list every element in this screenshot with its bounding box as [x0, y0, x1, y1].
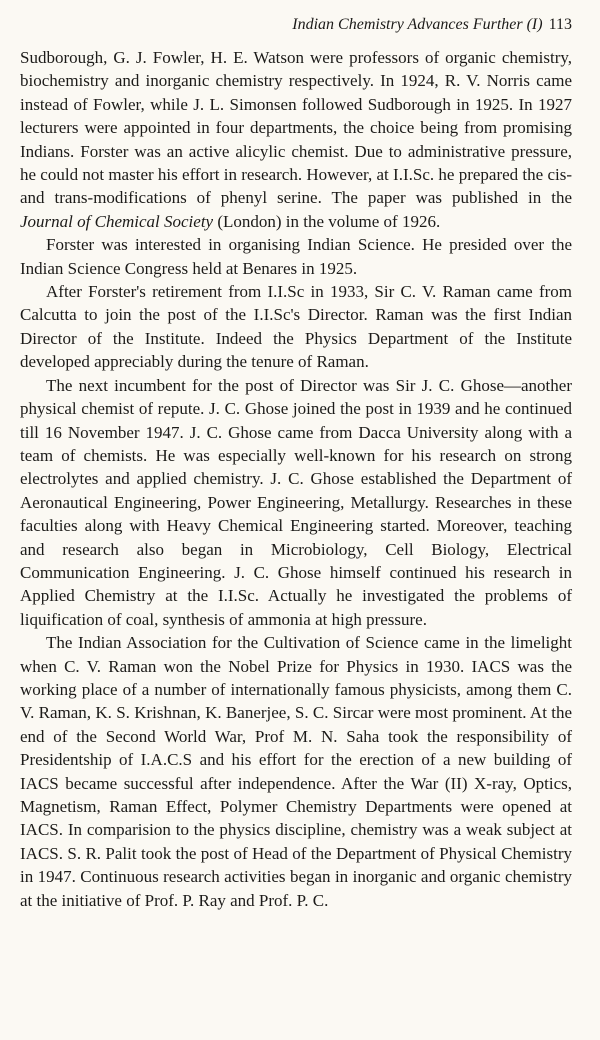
- paragraph-3: After Forster's retirement from I.I.Sc in 1933, Sir C. V. Raman came from Calcutta to join the post of the I.I.Sc's Director. Raman was the first Indian Director of the Institute. Indeed the Physics Department of the Institute developed appreciably during the tenure of Raman.: [20, 282, 572, 372]
- paragraph-2: Forster was interested in organising Indian Science. He presided over the Indian Science Congress held at Benares in 1925.: [20, 235, 572, 278]
- running-title: Indian Chemistry Advances Further (I): [292, 16, 543, 33]
- paragraph-1-text-a: Sudborough, G. J. Fowler, H. E. Watson were professors of organic chemistry, biochemistry and inorganic chemistry respectively. In 1924, R. V. Norris came instead of Fowler, while J. L. Simonsen followed Sudborough in 1925. In 1927 lecturers were appointed in four departments, the choice being from promising Indians. Forster was an active alicylic chemist. Due to administrative pressure, he could not master his effort in research. However, at I.I.Sc. he prepared the cis-and trans-modifications of phenyl serine. The paper was published in the: [20, 48, 572, 208]
- paragraph-1: [20, 46, 572, 233]
- paragraph-5: The Indian Association for the Cultivation of Science came in the limelight when C. V. Raman won the Nobel Prize for Physics in 1930. IACS was the working place of a number of internationally famous physicists, among them C. V. Raman, K. S. Krishnan, K. Banerjee, S. C. Sircar were most prominent. At the end of the Second World War, Prof M. N. Saha took the responsibility of Presidentship of I.A.C.S and his effort for the erection of a new building of IACS became successful after independence. After the War (II) X-ray, Optics, Magnetism, Raman Effect, Polymer Chemistry Departments were opened at IACS. In comparision to the physics discipline, chemistry was a weak subject at IACS. S. R. Palit took the post of Head of the Department of Physical Chemistry in 1947. Continuous research activities began in inorganic and organic chemistry at the initiative of Prof. P. Ray and Prof. P. C.: [20, 633, 572, 910]
- paragraph-1-text-b: (London) in the volume of 1926.: [213, 211, 441, 231]
- running-header: [20, 14, 572, 36]
- journal-title: Journal of Chemical Society: [20, 211, 214, 231]
- paragraph-4: The next incumbent for the post of Director was Sir J. C. Ghose—another physical chemist of repute. J. C. Ghose joined the post in 1939 and he continued till 16 November 1947. J. C. Ghose came from Dacca University along with a team of chemists. He was especially well-known for his research on strong electrolytes and applied chemistry. J. C. Ghose established the Department of Aeronautical Engineering, Power Engineering, Metallurgy. Researches in these faculties along with Heavy Chemical Engineering started. Moreover, teaching and research also began in Microbiology, Cell Biology, Electrical Communication Engineering. J. C. Ghose himself continued his research in Applied Chemistry at the I.I.Sc. Actually he investigated the problems of liquification of coal, synthesis of ammonia at high pressure.: [20, 375, 572, 629]
- page-number: 113: [548, 16, 572, 33]
- book-page: [20, 14, 572, 1030]
